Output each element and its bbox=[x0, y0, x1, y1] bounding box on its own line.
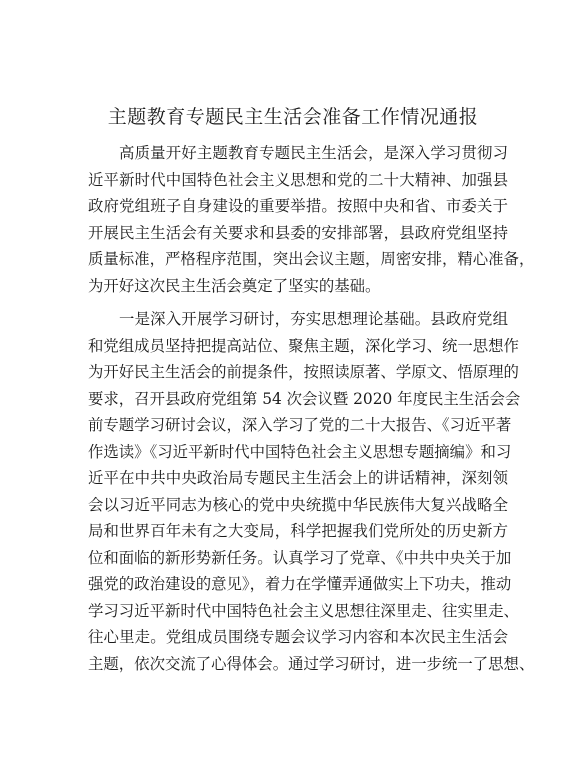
paragraph-line: 前专题学习研讨会议，深入学习了党的二十大报告、《习近平著 bbox=[88, 416, 512, 434]
paragraph-intro bbox=[88, 140, 535, 299]
paragraph-line: 开展民主生活会有关要求和县委的安排部署，县政府党组坚持 bbox=[88, 223, 508, 242]
paragraph-line: 质量标准，严格程序范围，突出会议主题，周密安排，精心准备， bbox=[88, 250, 535, 268]
paragraph-line: 一是深入开展学习研讨，夯实思想理论基础。县政府党组 bbox=[119, 310, 508, 328]
paragraph-line: 局和世界百年未有之大变局，科学把握我们党所处的历史新方 bbox=[88, 522, 508, 540]
paragraph-line: 会以习近平同志为核心的党中央统揽中华民族伟大复兴战略全 bbox=[88, 495, 508, 514]
paragraph-line: 政府党组班子自身建设的重要举措。按照中央和省、市委关于 bbox=[88, 197, 508, 215]
paragraph-line: 往心里走。党组成员围绕专题会议学习内容和本次民主生活会 bbox=[88, 628, 508, 646]
paragraph-line: 主题，依次交流了心得体会。通过学习研讨，进一步统一了思想、 bbox=[88, 654, 535, 673]
paragraph-line: 近平新时代中国特色社会主义思想和党的二十大精神、加强县 bbox=[88, 170, 508, 189]
paragraph-line: 作选读》《习近平新时代中国特色社会主义思想专题摘编》和习 bbox=[88, 442, 512, 461]
paragraph-line: 学习习近平新时代中国特色社会主义思想往深里走、往实里走、 bbox=[88, 601, 519, 620]
paragraph-line: 近平在中共中央政治局专题民主生活会上的讲话精神，深刻领 bbox=[88, 469, 508, 487]
document-title: 主题教育专题民主生活会准备工作情况通报 bbox=[107, 106, 479, 128]
paragraph-line: 和党组成员坚持把提高站位、聚焦主题，深化学习、统一思想作 bbox=[88, 336, 519, 355]
paragraph-line: 高质量开好主题教育专题民主生活会，是深入学习贯彻习 bbox=[119, 144, 508, 162]
paragraph-study bbox=[88, 306, 535, 677]
paragraph-line: 要求，召开县政府党组第 54 次会议暨 2020 年度民主生活会会 bbox=[88, 389, 521, 408]
paragraph-line: 位和面临的新形势新任务。认真学习了党章、《中共中央关于加 bbox=[88, 548, 512, 567]
paragraph-line: 为开好这次民主生活会奠定了坚实的基础。 bbox=[88, 276, 381, 295]
paragraph-line: 为开好民主生活会的前提条件，按照读原著、学原文、悟原理的 bbox=[88, 363, 519, 381]
paragraph-line: 强党的政治建设的意见》，着力在学懂弄通做实上下功夫，推动 bbox=[88, 575, 512, 593]
